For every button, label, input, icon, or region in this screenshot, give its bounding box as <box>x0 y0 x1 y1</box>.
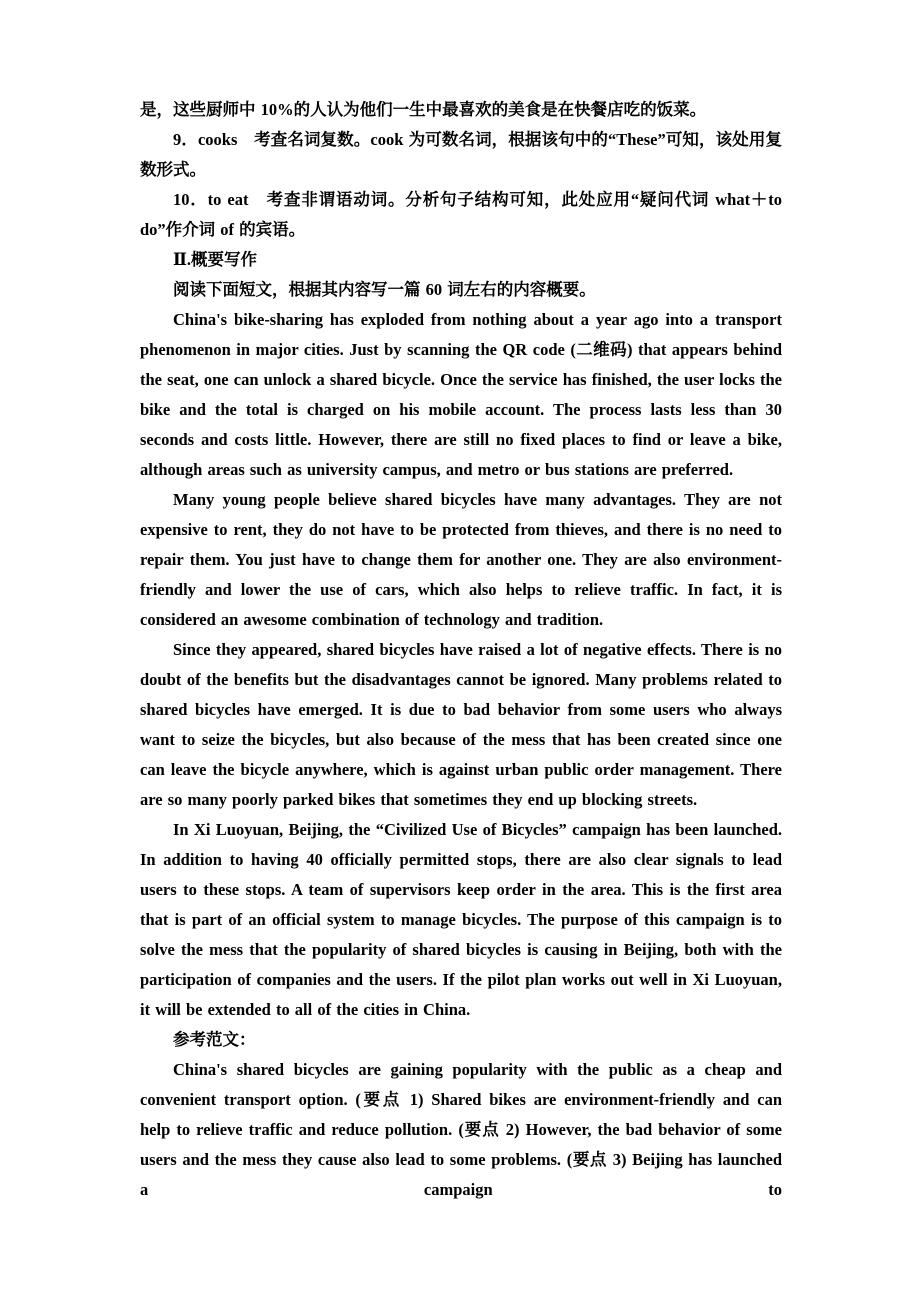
section-heading-summary-writing: Ⅱ.概要写作 <box>173 250 258 269</box>
passage-paragraph-3: Since they appeared, shared bicycles have raised a lot of negative effects. There is no doubt of the benefits but the disadvantages cannot be ignored. Many problems related to shared bicycles have emerged. It is due to bad behavior from some users who always want to seize the bicycles, but also because of the mess that has been created since one can leave the bicycle anywhere, which is against urban public order management. There are so many poorly parked bikes that sometimes they end up blocking streets. <box>140 640 782 809</box>
answer-item-10: 10．to eat 考查非谓语动词。分析句子结构可知，此处应用“疑问代词 what＋to do”作介词 of 的宾语。 <box>140 190 782 239</box>
passage-paragraph-4: In Xi Luoyuan, Beijing, the “Civilized Use of Bicycles” campaign has been launched. In addition to having 40 officially permitted stops, there are also clear signals to lead users to these stops. A team of supervisors keep order in the area. This is the first area that is part of an official system to manage bicycles. The purpose of this campaign is to solve the mess that the popularity of shared bicycles is causing in Beijing, both with the participation of companies and the users. If the pilot plan works out well in Xi Luoyuan, it will be extended to all of the cities in China. <box>140 820 782 1019</box>
passage-paragraph-1: China's bike-sharing has exploded from nothing about a year ago into a transport phenomenon in major cities. Just by scanning the QR code (二维码) that appears behind the seat, one can unlock a shared bicycle. Once the service has finished, the user locks the bike and the total is charged on his mobile account. The process lasts less than 30 seconds and costs little. However, there are still no fixed places to find or leave a bike, although areas such as university campus, and metro or bus stations are preferred. <box>140 310 782 479</box>
reference-answer-label: 参考范文： <box>173 1030 256 1049</box>
task-instruction: 阅读下面短文，根据其内容写一篇 60 词左右的内容概要。 <box>173 280 596 299</box>
passage-paragraph-2: Many young people believe shared bicycles have many advantages. They are not expensive to rent, they do not have to be protected from thieves, and there is no need to repair them. You just have to change them for another one. They are also environment-friendly and lower the use of cars, which also helps to relieve traffic. In fact, it is considered an awesome combination of technology and tradition. <box>140 490 782 629</box>
reference-answer-paragraph: China's shared bicycles are gaining popularity with the public as a cheap and convenient transport option. (要点 1) Shared bikes are environment-friendly and can help to relieve traffic and reduce pollution. (要点 2) However, the bad behavior of some users and the mess they cause also lead to some problems. (要点 3) Beijing has launched a campaign to <box>140 1060 782 1199</box>
continuation-paragraph: 是，这些厨师中 10%的人认为他们一生中最喜欢的美食是在快餐店吃的饭菜。 <box>140 100 707 119</box>
answer-item-9: 9．cooks 考查名词复数。cook 为可数名词，根据该句中的“These”可知，该处用复数形式。 <box>140 130 782 179</box>
